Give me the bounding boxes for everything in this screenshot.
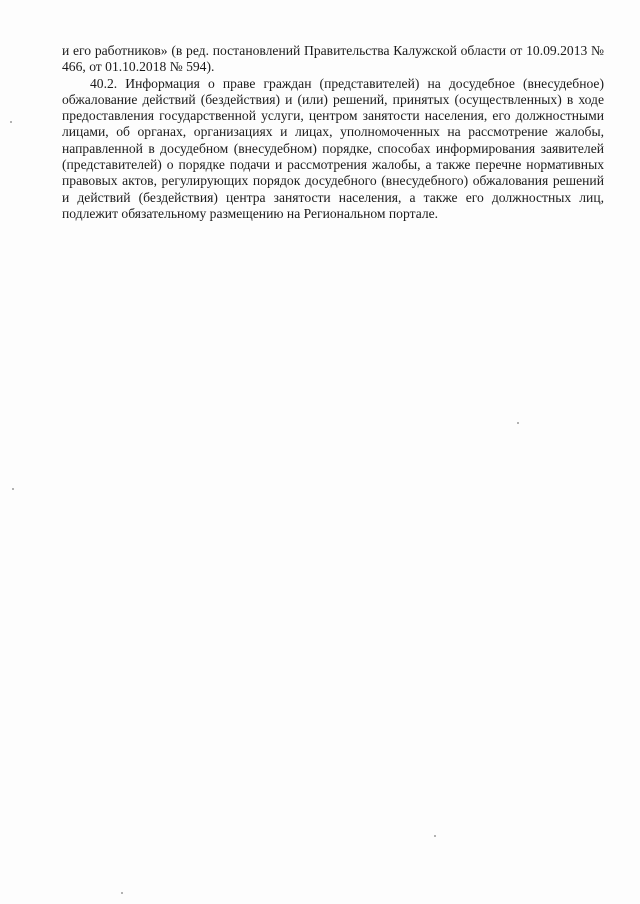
scan-speck: [517, 422, 519, 424]
scan-speck: [10, 121, 12, 123]
scan-speck: [12, 488, 14, 490]
paragraph-40-2: 40.2. Информация о праве граждан (представителей) на досудебное (внесудебное) обжалование действий (бездействия) и (или) решений, принятых (осуществленных) в ходе предоставления государственной услуги, центром занятости населения, его должностными лицами, об органах, организациях и лицах, уполномоченных на рассмотрение жалобы, направленной в досудебном (внесудебном) порядке, способах информирования заявителей (представителей) о порядке подачи и рассмотрения жалобы, а также перечне нормативных правовых актов, регулирующих порядок досудебного (внесудебного) обжалования решений и действий (бездействия) центра занятости населения, а также его должностных лиц, подлежит обязательному размещению на Региональном портале.: [62, 75, 604, 221]
document-body: [62, 43, 604, 222]
scan-speck: [434, 835, 436, 837]
paragraph-continuation: и его работников» (в ред. постановлений Правительства Калужской области от 10.09.2013 № 466, от 01.10.2018 № 594).: [62, 43, 604, 75]
scan-speck: [121, 892, 123, 894]
